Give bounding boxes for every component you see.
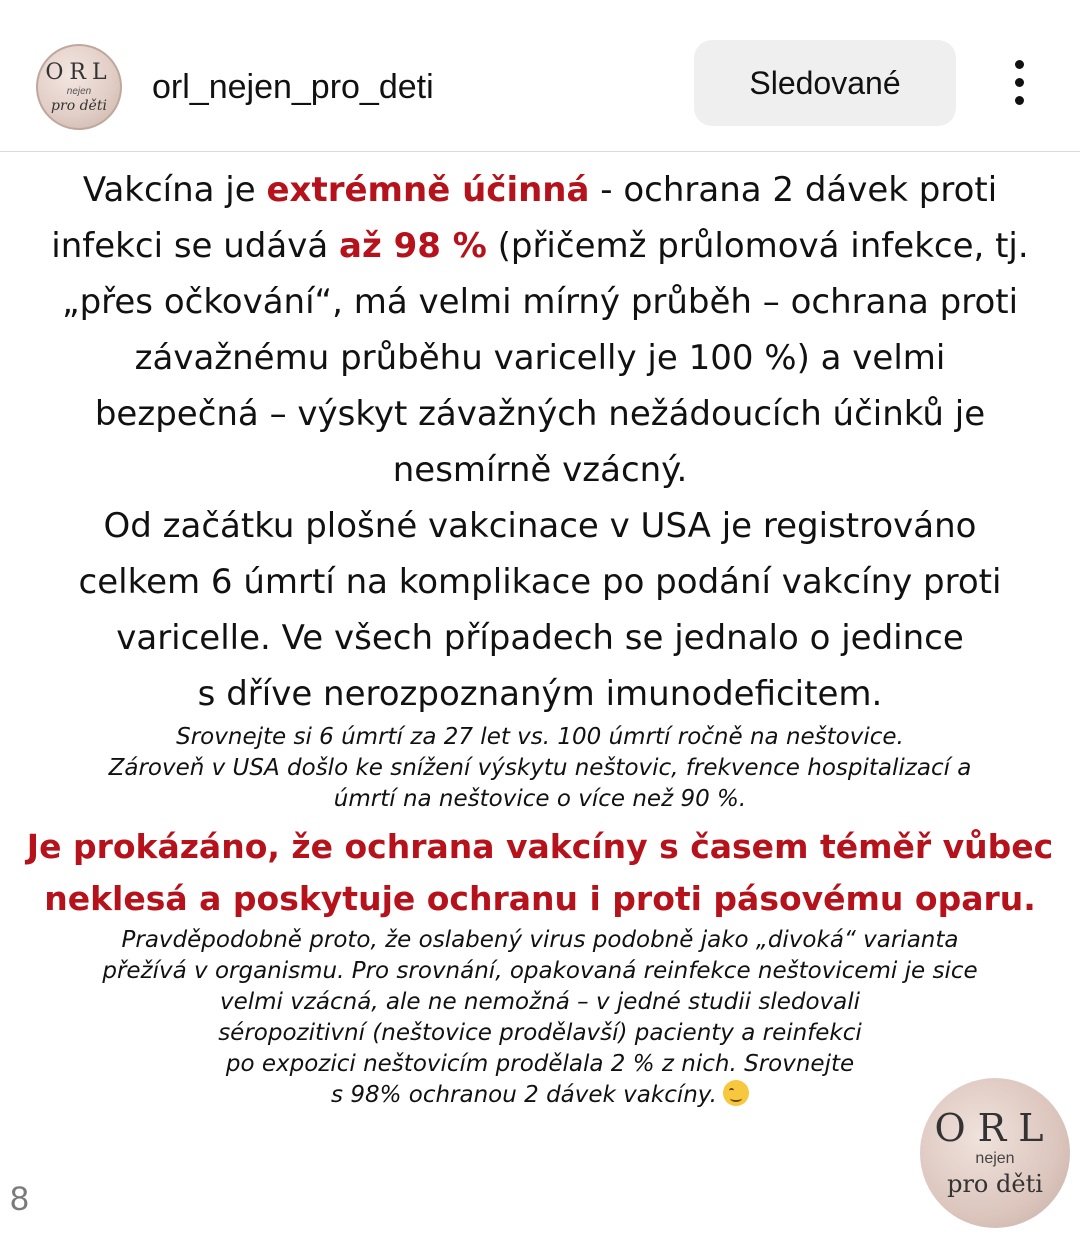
text-line: Od začátku plošné vakcinace v USA je registrováno [103,506,977,546]
text-line: s dříve nerozpoznaným imunodeficitem. [197,674,883,714]
text-line: Srovnejte si 6 úmrtí za 27 let vs. 100 úmrtí ročně na neštovice. [176,724,904,750]
more-vertical-icon[interactable] [1004,60,1034,110]
text-line: varicelle. Ve všech případech se jednalo o jedince [116,618,964,658]
red-statement [0,821,1080,925]
text-line: Zároveň v USA došlo ke snížení výskytu neštovic, frekvence hospitalizací a [108,755,972,781]
watermark-nejen-text: nejen [975,1150,1015,1167]
note-comparison [0,722,1080,815]
text-line: infekci se udává až 98 % (přičemž průlomová infekce, tj. [51,226,1029,266]
text-line: séropozitivní (neštovice prodělavší) pacienty a reinfekci [218,1020,862,1046]
text-line: Je prokázáno, že ochrana vakcíny s časem téměř vůbec [26,827,1054,866]
text-line: po expozici neštovicím prodělala 2 % z nich. Srovnejte [225,1051,855,1077]
post-image-text [0,162,1080,1111]
text-line: „přes očkování“, má velmi mírný průběh – ochrana proti [61,282,1019,322]
paragraph-efficacy [0,162,1080,498]
text-line: úmrtí na neštovice o více než 90 %. [333,786,747,812]
text-line: celkem 6 úmrtí na komplikace po podání vakcíny proti [78,562,1002,602]
username-link[interactable]: orl_nejen_pro_deti [152,68,434,106]
text-line: bezpečná – výskyt závažných nežádoucích účinků je [94,394,986,434]
text-line: přežívá v organismu. Pro srovnání, opakovaná reinfekce neštovicemi je sice [102,958,978,984]
watermark-logo [920,1078,1070,1228]
note-reinfection [0,925,1080,1111]
winking-face-icon [723,1080,749,1106]
watermark-prodeti-text: pro děti [947,1170,1043,1198]
post-header [0,0,1080,152]
avatar-orl-text: ORL [45,60,113,85]
watermark-orl-text: ORL [934,1106,1056,1150]
profile-avatar[interactable] [36,44,122,130]
text-line: Pravděpodobně proto, že oslabený virus podobně jako „divoká“ varianta [121,927,959,953]
following-button[interactable]: Sledované [694,40,956,126]
text-line: velmi vzácná, ale ne nemožná – v jedné studii sledovali [219,989,861,1015]
avatar-nejen-text: nejen [66,86,92,97]
text-line: s 98% ochranou 2 dávek vakcíny. [0,1080,1080,1111]
page-number: 8 [10,1180,29,1218]
avatar-prodeti-text: pro děti [51,98,107,114]
text-line: nesmírně vzácný. [392,450,688,490]
text-line: neklesá a poskytuje ochranu i proti pásovému oparu. [44,879,1036,918]
text-line: Vakcína je extrémně účinná - ochrana 2 dávek proti [82,170,998,210]
text-line: závažnému průběhu varicelly je 100 %) a velmi [134,338,946,378]
paragraph-usa-deaths [0,498,1080,722]
